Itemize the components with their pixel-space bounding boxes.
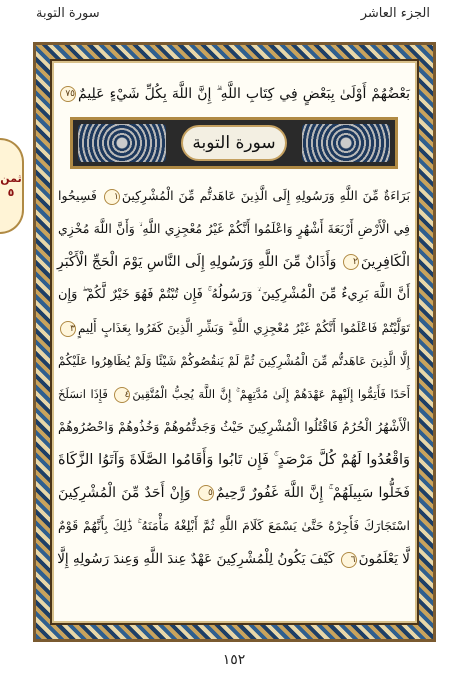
text-line: [58, 186, 410, 206]
ayah-number-marker: ٧٥: [60, 86, 76, 102]
text-line: [58, 516, 410, 536]
verse-text: وَاقْعُدُوا لَهُمْ كُلَّ مَرْصَدٍ ۚ فَإِن تَابُوا وَأَقَامُوا الصَّلَاةَ وَآتَوُا الزَّكَاةَ: [58, 452, 410, 468]
verse-text: وَأَذَانٌ مِّنَ اللَّهِ وَرَسُولِهِ إِلَى النَّاسِ يَوْمَ الْحَجِّ الْأَكْبَرِ: [56, 254, 341, 270]
floral-ornament-icon: [78, 124, 166, 162]
text-line: [58, 384, 410, 404]
verse-text: بَعْضُهُمْ أَوْلَىٰ بِبَعْضٍ فِي كِتَابِ اللَّهِ ۗ إِنَّ اللَّهَ بِكُلِّ شَيْءٍ عَلِيمٌ: [78, 86, 410, 102]
ayah-number-marker: ٢: [343, 254, 359, 270]
surah-header-label: سورة التوبة: [36, 6, 100, 21]
text-line: [58, 417, 410, 437]
ayah-number-marker: ٤: [114, 387, 130, 403]
hizb-marker-line2: ٥: [7, 186, 15, 199]
ayah-number-marker: ٥: [198, 485, 214, 501]
text-line: [58, 252, 410, 272]
verse-text: تَوَلَّيْتُمْ فَاعْلَمُوا أَنَّكُمْ غَيْرُ مُعْجِزِي اللَّهِ ۗ وَبَشِّرِ الَّذِينَ كَفَرُوا بِعَذَابٍ أَلِيمٍ: [78, 321, 410, 335]
text-line: [58, 219, 410, 239]
verse-text: فِي الْأَرْضِ أَرْبَعَةَ أَشْهُرٍ وَاعْلَمُوا أَنَّكُمْ غَيْرُ مُعْجِزِي اللَّهِ ۙ وَأَنَّ اللَّهَ مُخْزِي: [58, 221, 410, 236]
hizb-marker-tab: [0, 138, 24, 234]
verse-text: إِلَّا الَّذِينَ عَاهَدتُّم مِّنَ الْمُشْرِكِينَ ثُمَّ لَمْ يَنقُصُوكُمْ شَيْئًا وَلَمْ يُظَاهِرُوا عَلَيْكُمْ: [58, 354, 410, 368]
verse-text: فَخَلُّوا سَبِيلَهُمْ ۚ إِنَّ اللَّهَ غَفُورٌ رَّحِيمٌ: [215, 485, 410, 501]
text-line: [58, 450, 410, 470]
text-line: [58, 84, 410, 104]
text-line: [58, 549, 410, 569]
verse-text: أَحَدًا فَأَتِمُّوا إِلَيْهِمْ عَهْدَهُمْ إِلَىٰ مُدَّتِهِمْ ۚ إِنَّ اللَّهَ يُحِبُّ الْمُتَّقِينَ: [132, 387, 411, 401]
surah-title-banner: [70, 117, 398, 169]
text-line: [58, 318, 410, 338]
verse-text: الْكَافِرِينَ: [360, 254, 410, 270]
verse-text: فَإِذَا انسَلَخَ: [58, 387, 113, 401]
text-line: [58, 483, 410, 503]
verse-text: لَّا يَعْلَمُونَ: [358, 551, 410, 567]
ayah-number-marker: ٦: [341, 552, 357, 568]
verse-text: كَيْفَ يَكُونُ لِلْمُشْرِكِينَ عَهْدٌ عِندَ اللَّهِ وَعِندَ رَسُولِهِ إِلَّا: [57, 551, 339, 567]
verse-text: فَسِيحُوا: [58, 188, 102, 203]
verse-text: وَإِنْ أَحَدٌ مِّنَ الْمُشْرِكِينَ: [58, 485, 196, 501]
ayah-number-marker: ٣: [60, 321, 76, 337]
verse-text: الْأَشْهُرُ الْحُرُمُ فَاقْتُلُوا الْمُشْرِكِينَ حَيْثُ وَجَدتُّمُوهُمْ وَخُذُوهُمْ وَاحْصُرُوهُمْ: [58, 419, 410, 434]
surah-name: سورة التوبة: [192, 133, 276, 153]
page-number: ١٥٢: [222, 652, 246, 668]
verse-text: أَنَّ اللَّهَ بَرِيءٌ مِّنَ الْمُشْرِكِينَ ۙ وَرَسُولُهُ ۚ فَإِن تُبْتُمْ فَهُوَ خَيْرٌ لَّكُمْ ۖ وَإِن: [58, 287, 410, 302]
juz-label: الجزء العاشر: [360, 6, 430, 21]
ayah-number-marker: ١: [104, 189, 120, 205]
text-line: [58, 351, 410, 371]
hizb-marker-line1: ثمن: [0, 172, 22, 185]
verse-text: اسْتَجَارَكَ فَأَجِرْهُ حَتَّىٰ يَسْمَعَ كَلَامَ اللَّهِ ثُمَّ أَبْلِغْهُ مَأْمَنَهُ ۚ ذَٰلِكَ بِأَنَّهُمْ قَوْمٌ: [58, 518, 410, 533]
text-line: [58, 285, 410, 305]
surah-name-cartouche: [181, 125, 287, 161]
floral-ornament-icon: [302, 124, 390, 162]
verse-text: بَرَاءَةٌ مِّنَ اللَّهِ وَرَسُولِهِ إِلَى الَّذِينَ عَاهَدتُّم مِّنَ الْمُشْرِكِينَ: [121, 188, 410, 203]
